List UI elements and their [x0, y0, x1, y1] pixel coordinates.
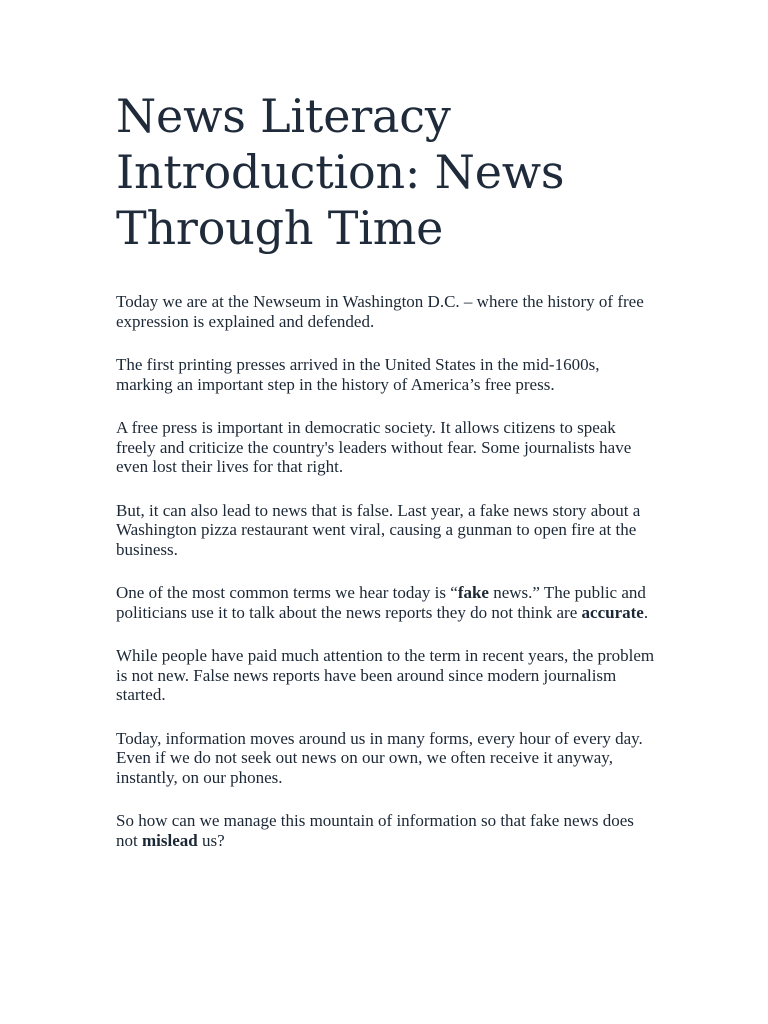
text-run: The first printing presses arrived in the United States in the mid-1600s, marking an important step in the history of America’s free press.: [116, 355, 600, 394]
bold-term: mislead: [141, 830, 198, 850]
paragraph: [116, 811, 656, 850]
text-run: While people have paid much attention to the term in recent years, the problem is not new. False news reports have been around since modern journalism started.: [116, 646, 655, 704]
paragraph: [116, 583, 656, 622]
paragraph: [116, 501, 656, 560]
bold-term: fake: [457, 583, 489, 602]
text-run: Today, information moves around us in many forms, every hour of every day. Even if we do not seek out news on our own, we often receive it anyway, instantly, on our phones.: [116, 728, 643, 787]
paragraph-list: [116, 292, 656, 850]
paragraph: [116, 292, 656, 331]
paragraph: [116, 646, 656, 705]
text-run: us?: [197, 830, 225, 850]
text-run: But, it can also lead to news that is false. Last year, a fake news story about a Washington pizza restaurant went viral, causing a gunman to open fire at the business.: [116, 500, 641, 559]
paragraph: [116, 355, 656, 394]
paragraph: [116, 418, 656, 477]
text-run: A free press is important in democratic society. It allows citizens to speak freely and criticize the country's leaders without fear. Some journalists have even lost their lives for that right.: [116, 418, 632, 476]
bold-term: accurate: [581, 602, 644, 622]
document-body: [116, 88, 656, 874]
text-run: Today we are at the Newseum in Washington D.C. – where the history of free expression is explained and defended.: [116, 292, 644, 331]
text-run: news.” The public and politicians use it to talk about the news reports they do not think are: [116, 583, 646, 622]
text-run: .: [643, 602, 649, 622]
paragraph: [116, 729, 656, 788]
document-title: News Literacy Introduction: News Through Time: [116, 89, 565, 255]
text-run: One of the most common terms we hear today is “: [116, 583, 458, 602]
text-run: So how can we manage this mountain of information so that fake news does not: [116, 811, 634, 850]
